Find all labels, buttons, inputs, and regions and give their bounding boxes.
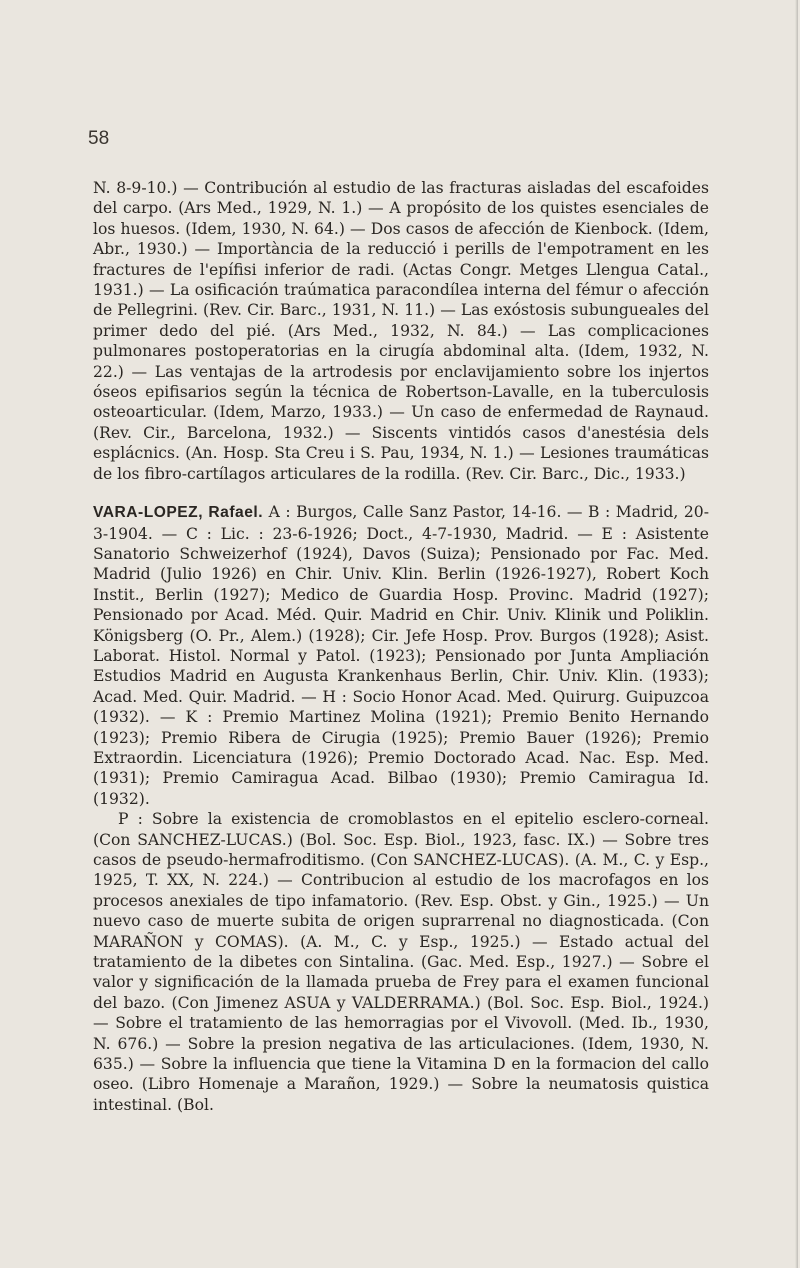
entry-biography-paragraph [93,502,709,809]
page-number: 58 [88,128,110,149]
continued-publications-paragraph: N. 8-9-10.) — Contribución al estudio de las fracturas aisladas del escafoides del carpo. (Ars Med., 1929, N. 1.) — A propósito de los quistes esenciales de los huesos. (Idem, 1930, N. 64.) — Dos casos de afección de Kienbock. (Idem, Abr., 1930.) — Importància de la reducció i perills de l'empotrament en les fractures de l'epífisi inferior de radi. (Actas Congr. Metges Llengua Catal., 1931.) — La osificación traúmatica paracondílea interna del fémur o afección de Pellegrini. (Rev. Cir. Barc., 1931, N. 11.) — Las exóstosis subungueales del primer dedo del pié. (Ars Med., 1932, N. 84.) — Las complicaciones pulmonares postoperatorias en la cirugía abdominal alta. (Idem, 1932, N. 22.) — Las ventajas de la artrodesis por enclavijamiento sobre los injertos óseos epifisarios según la técnica de Robertson-Lavalle, en la tuberculosis osteoarticular. (Idem, Marzo, 1933.) — Un caso de enfermedad de Raynaud. (Rev. Cir., Barcelona, 1932.) — Siscents vintidós casos d'anestésia dels esplácnics. (An. Hosp. Sta Creu i S. Pau, 1934, N. 1.) — Lesiones traumáticas de los fibro-cartílagos articulares de la rodilla. (Rev. Cir. Barc., Dic., 1933.) [93,179,709,483]
entry-publications-paragraph: P : Sobre la existencia de cromoblastos en el epitelio esclero-corneal. (Con SANCHEZ-LUCAS.) (Bol. Soc. Esp. Biol., 1923, fasc. IX.) — Sobre tres casos de pseudo-hermafroditismo. (Con SANCHEZ-LUCAS). (A. M., C. y Esp., 1925, T. XX, N. 224.) — Contribucion al estudio de los macrofagos en los procesos anexiales de tipo infamatorio. (Rev. Esp. Obst. y Gin., 1925.) — Un nuevo caso de muerte subita de origen suprarrenal no diagnosticada. (Con MARAÑON y COMAS). (A. M., C. y Esp., 1925.) — Estado actual del tratamiento de la dibetes con Sintalina. (Gac. Med. Esp., 1927.) — Sobre el valor y significación de la llamada prueba de Frey para el examen funcional del bazo. (Con Jimenez ASUA y VALDERRAMA.) (Bol. Soc. Esp. Biol., 1924.) — Sobre el tratamiento de las hemorragias por el Vivovoll. (Med. Ib., 1930, N. 676.) — Sobre la presion negativa de las articulaciones. (Idem, 1930, N. 635.) — Sobre la influencia que tiene la Vitamina D en la formacion del callo oseo. (Libro Homenaje a Marañon, 1929.) — Sobre la neumatosis quistica intestinal. (Bol. [93,810,709,1114]
author-biography: A : Burgos, Calle Sanz Pastor, 14-16. — B : Madrid, 20-3-1904. — C : Lic. : 23-6-1926; Doct., 4-7-1930, Madrid. — E : Asistente Sanatorio Schweizerhof (1924), Davos (Suiza); Pensionado por Fac. Med. Madrid (Julio 1926) en Chir. Univ. Klin. Berlin (1926-1927), Robert Koch Instit., Berlin (1927); Medico de Guardia Hosp. Provinc. Madrid (1927); Pensionado por Acad. Méd. Quir. Madrid en Chir. Univ. Klinik und Poliklin. Königsberg (O. Pr., Alem.) (1928); Cir. Jefe Hosp. Prov. Burgos (1928); Asist. Laborat. Histol. Normal y Patol. (1923); Pensionado por Junta Ampliación Estudios Madrid en Augusta Krankenhaus Berlin, Chir. Univ. Klin. (1933); Acad. Med. Quir. Madrid. — H : Socio Honor Acad. Med. Quirurg. Guipuzcoa (1932). — K : Premio Martinez Molina (1921); Premio Benito Hernando (1923); Premio Ribera de Cirugia (1925); Premio Bauer (1926); Premio Extraordin. Licenciatura (1926); Premio Doctorado Acad. Nac. Esp. Med. (1931); Premio Camiragua Acad. Bilbao (1930); Premio Camiragua Id. (1932). [93,503,709,808]
author-name: VARA-LOPEZ, Rafael. [93,504,264,522]
page-edge-shadow [795,0,798,1268]
body-text [93,178,709,1115]
